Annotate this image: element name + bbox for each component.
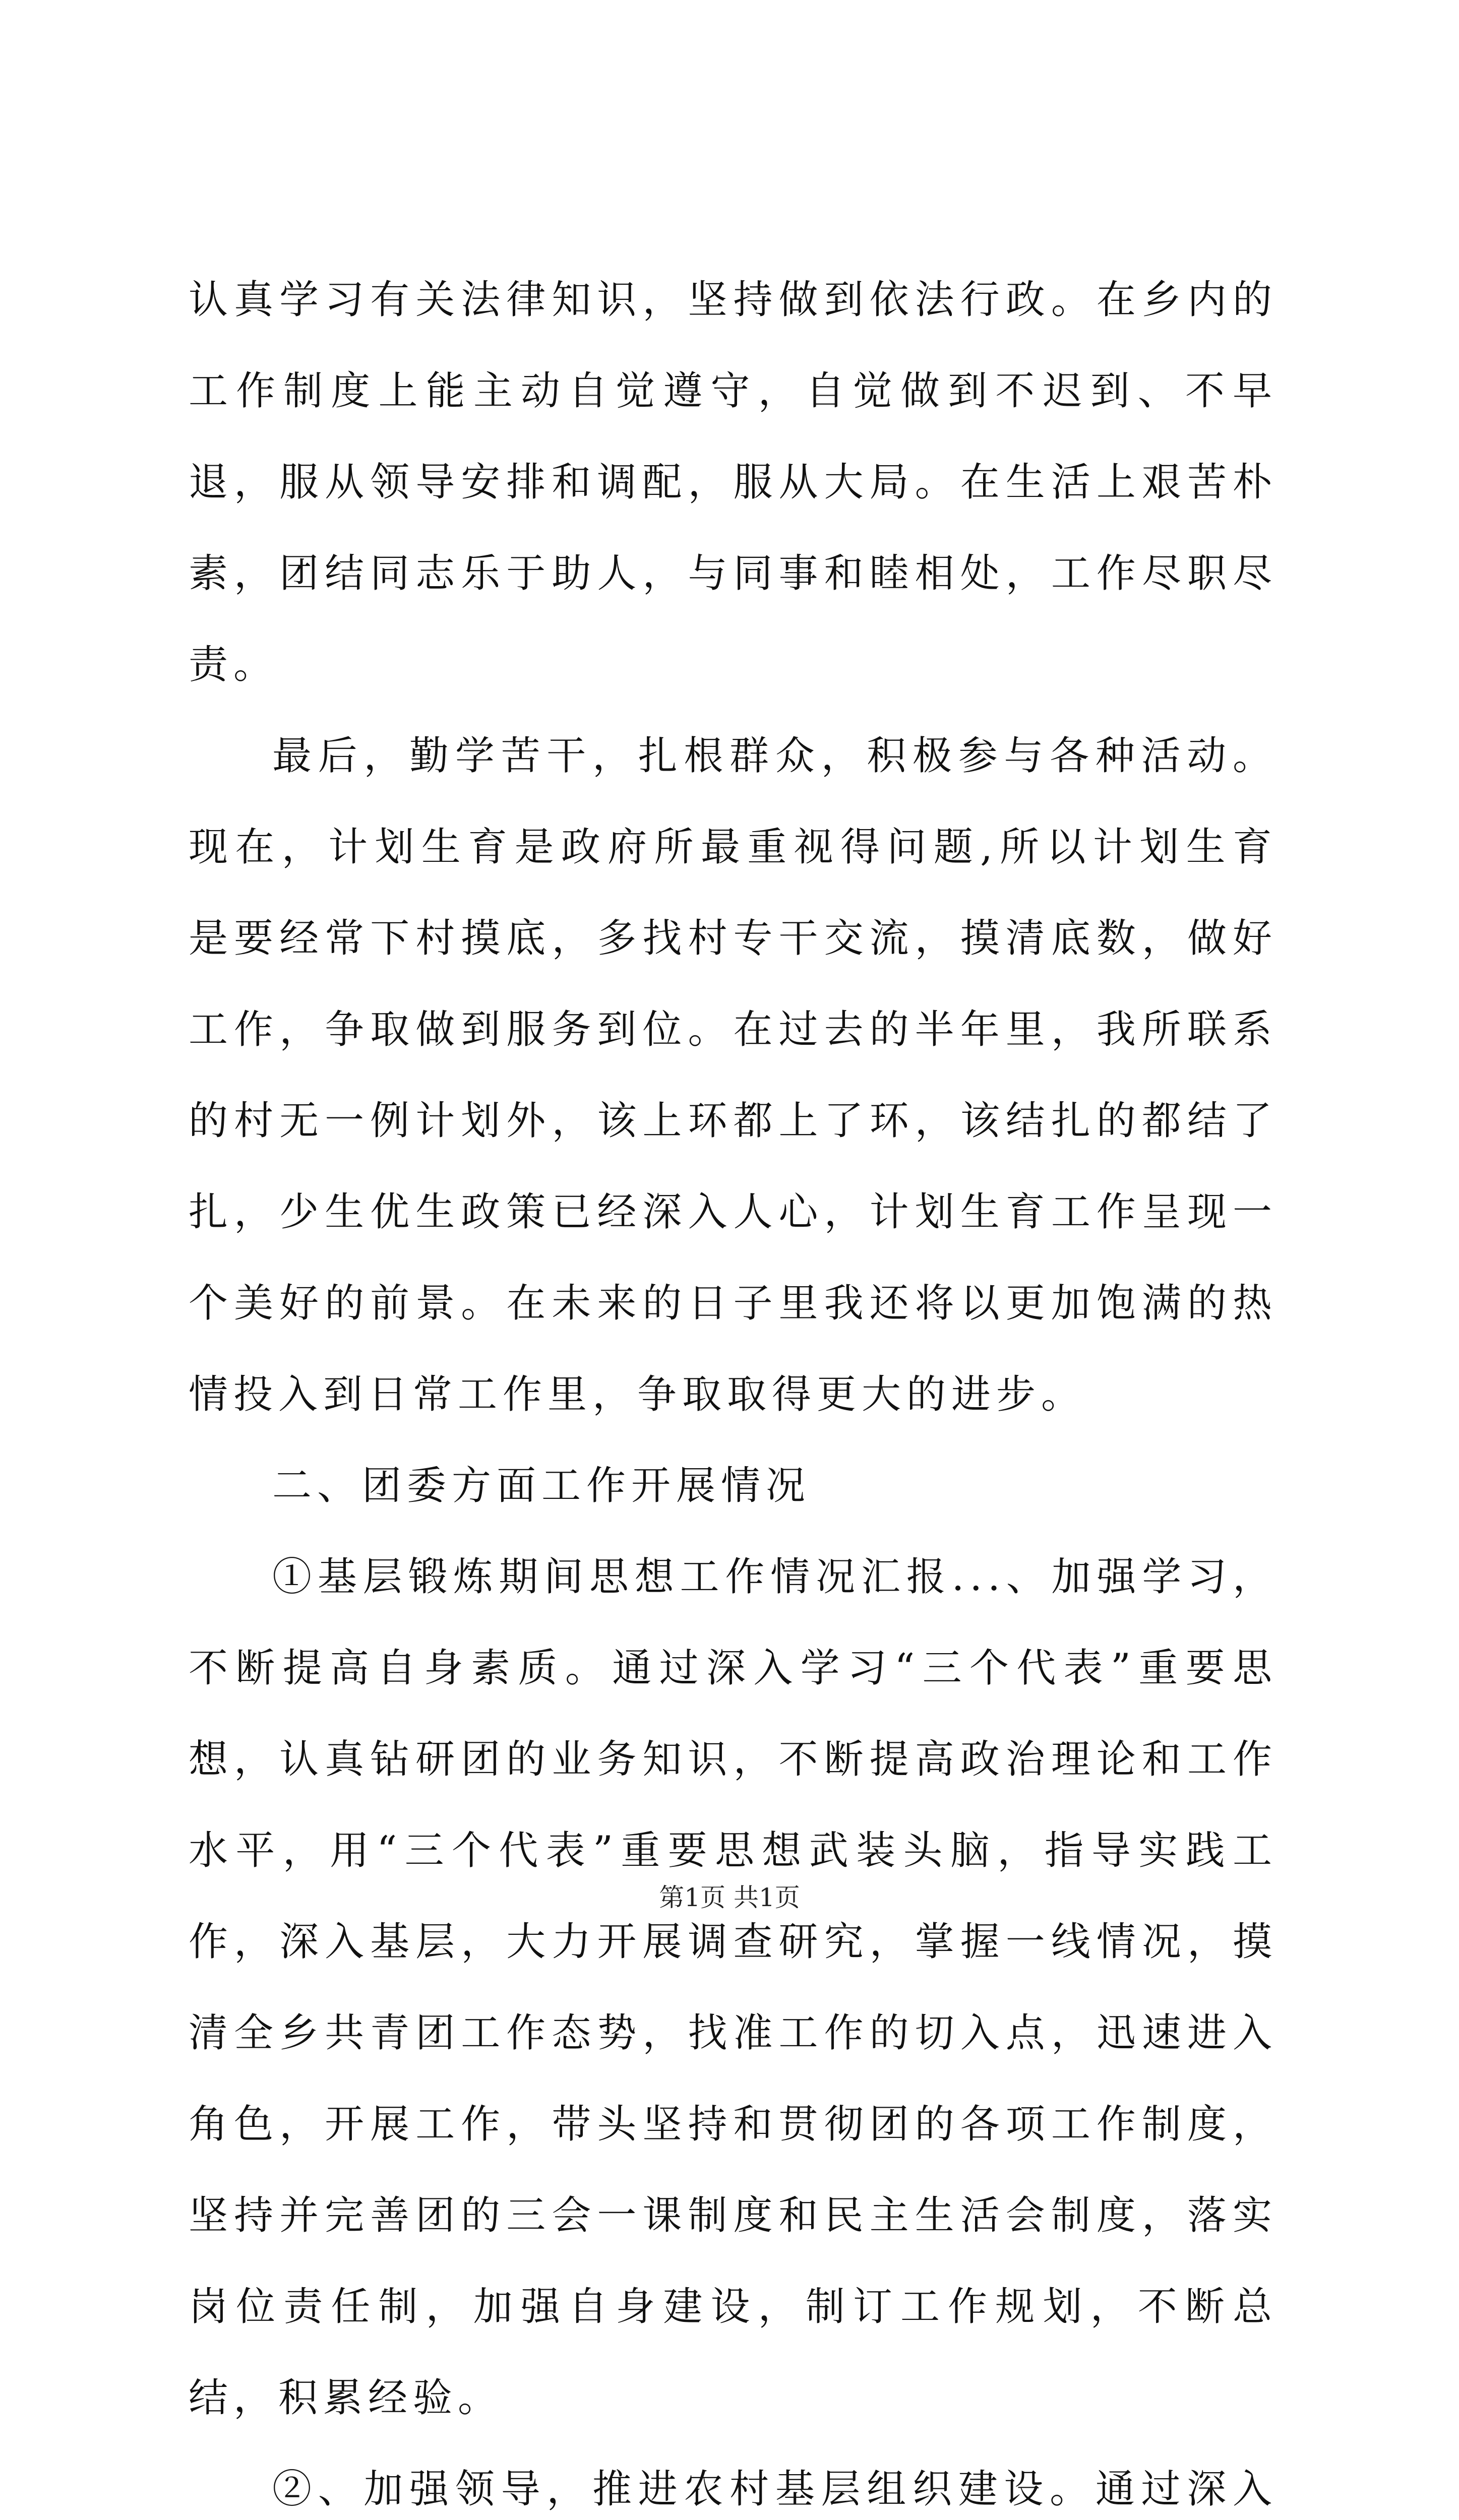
- paragraph-2: 最后，勤学苦干，扎根群众，积极参与各种活动。现在，计划生育是政府所最重视得问题,所以计划生育是要经常下村摸底，多找村专干交流，摸清底数，做好工作，争取做到服务到位。在过去的半年里，我所联系的村无一例计划外，该上环都上了环，该结扎的都结了扎，少生优生政策已经深入人心，计划生育工作呈现一个美好的前景。在未来的日子里我还将以更加饱满的热情投入到日常工作里，争取取得更大的进步。: [189, 733, 1278, 1417]
- section-heading: 二、团委方面工作开展情况: [272, 1463, 811, 1508]
- paragraph-3: ①基层锻炼期间思想工作情况汇报...、加强学习，不断提高自身素质。通过深入学习“三个代表”重要思想，认真钻研团的业务知识，不断提高政治理论和工作水平，用“三个代表”重要思想武装头脑，指导实践工作，深入基层，大力开展调查研究，掌握一线情况，摸清全乡共青团工作态势，找准工作的切入点，迅速进入角色，开展工作，带头坚持和贯彻团的各项工作制度，坚持并完善团的三会一课制度和民主生活会制度，落实岗位责任制，加强自身建设，制订工作规划，不断总结，积累经验。: [189, 1554, 1278, 2421]
- paragraph-4: ②、加强领导，推进农村基层组织建设。通过深入: [272, 2467, 1278, 2512]
- document-body: [189, 255, 1278, 2520]
- page-number-footer: 第1页 共1页: [659, 1883, 800, 1912]
- paragraph-1: 认真学习有关法律知识，坚持做到依法行政。在乡内的工作制度上能主动自觉遵守，自觉做到不迟到、不早退，服从领导安排和调配，服从大局。在生活上艰苦朴素，团结同志乐于助人，与同事和睦相处，工作尽职尽责。: [189, 277, 1278, 687]
